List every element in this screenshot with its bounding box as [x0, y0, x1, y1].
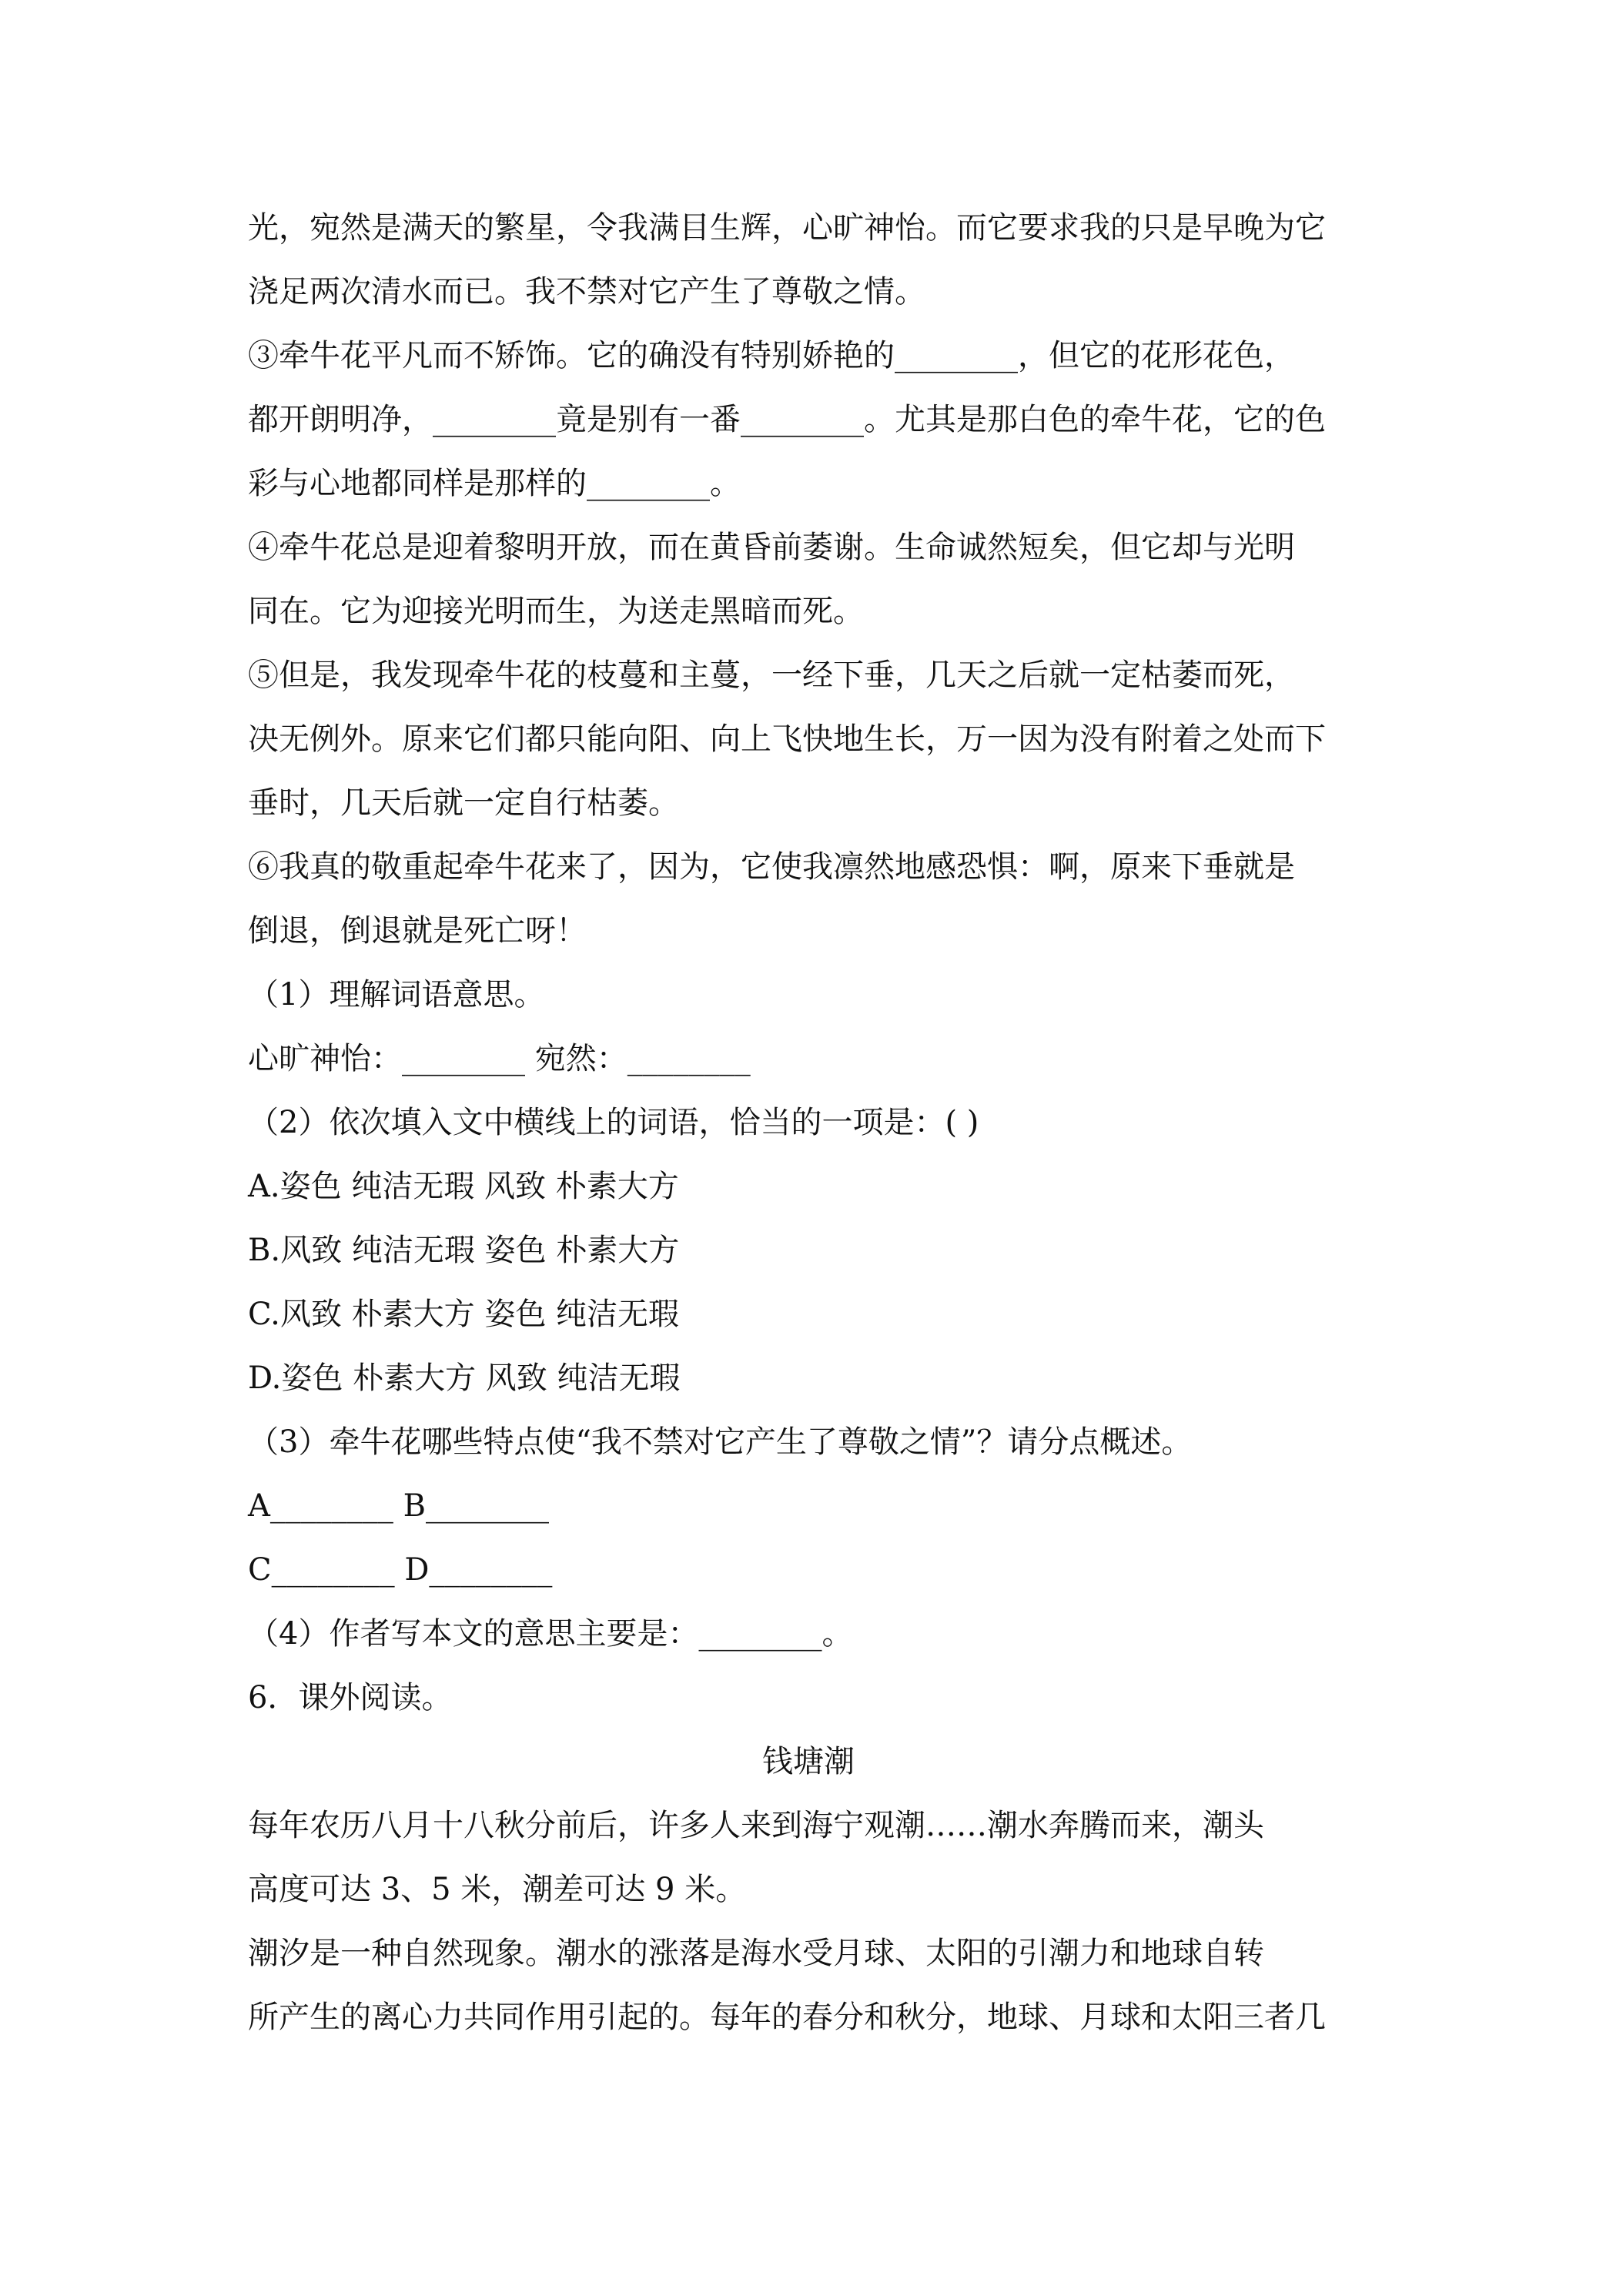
passage-line: 同在。它为迎接光明而生，为送走黑暗而死。: [248, 594, 864, 629]
option-a: A.姿色 纯洁无瑕 风致 朴素大方: [248, 1169, 679, 1204]
passage-2-line: 高度可达 3、5 米，潮差可达 9 米。: [248, 1872, 747, 1907]
passage-2-line: 潮汐是一种自然现象。潮水的涨落是海水受月球、太阳的引潮力和地球自转: [248, 1936, 1264, 1971]
passage-title: 钱塘潮: [762, 1744, 855, 1779]
question-1-blanks: 心旷神怡：________ 宛然：________: [248, 1041, 751, 1076]
option-c: C.风致 朴素大方 姿色 纯洁无瑕: [248, 1297, 680, 1332]
passage-line: 浇足两次清水而已。我不禁对它产生了尊敬之情。: [248, 274, 925, 310]
paragraph-6: ⑥我真的敬重起牵牛花来了，因为，它使我凛然地感恐惧：啊，原来下垂就是: [248, 849, 1295, 885]
passage-line: 决无例外。原来它们都只能向阳、向上飞快地生长，万一因为没有附着之处而下: [248, 721, 1326, 757]
passage-line: 彩与心地都同样是那样的________。: [248, 466, 741, 501]
question-3-blanks-cd: C________ D________: [248, 1552, 553, 1588]
option-d: D.姿色 朴素大方 风致 纯洁无瑕: [248, 1361, 681, 1396]
passage-line: 垂时，几天后就一定自行枯萎。: [248, 785, 679, 821]
question-1: （1）理解词语意思。: [248, 977, 545, 1012]
passage-2-line: 所产生的离心力共同作用引起的。每年的春分和秋分，地球、月球和太阳三者几: [248, 2000, 1326, 2035]
question-3: （3）牵牛花哪些特点使“我不禁对它产生了尊敬之情”？请分点概述。: [248, 1424, 1193, 1460]
option-b: B.风致 纯洁无瑕 姿色 朴素大方: [248, 1233, 680, 1268]
passage-line: 光，宛然是满天的繁星，令我满目生辉，心旷神怡。而它要求我的只是早晚为它: [248, 210, 1326, 246]
question-2: （2）依次填入文中横线上的词语，恰当的一项是：( ): [248, 1105, 979, 1140]
passage-line: 都开朗明净，________竟是别有一番________。尤其是那白色的牵牛花，它的色: [248, 402, 1326, 437]
question-3-blanks-ab: A________ B________: [248, 1488, 549, 1524]
paragraph-4: ④牵牛花总是迎着黎明开放，而在黄昏前萎谢。生命诚然短矣，但它却与光明: [248, 530, 1295, 565]
section-6-heading: 6．课外阅读。: [248, 1680, 453, 1715]
paragraph-5: ⑤但是，我发现牵牛花的枝蔓和主蔓，一经下垂，几天之后就一定枯萎而死，: [248, 658, 1295, 693]
paragraph-3: ③牵牛花平凡而不矫饰。它的确没有特别娇艳的________，但它的花形花色，: [248, 338, 1295, 373]
passage-2-line: 每年农历八月十八秋分前后，许多人来到海宁观潮……潮水奔腾而来，潮头: [248, 1808, 1264, 1843]
question-4: （4）作者写本文的意思主要是：________。: [248, 1616, 853, 1652]
passage-line: 倒退，倒退就是死亡呀！: [248, 913, 587, 949]
